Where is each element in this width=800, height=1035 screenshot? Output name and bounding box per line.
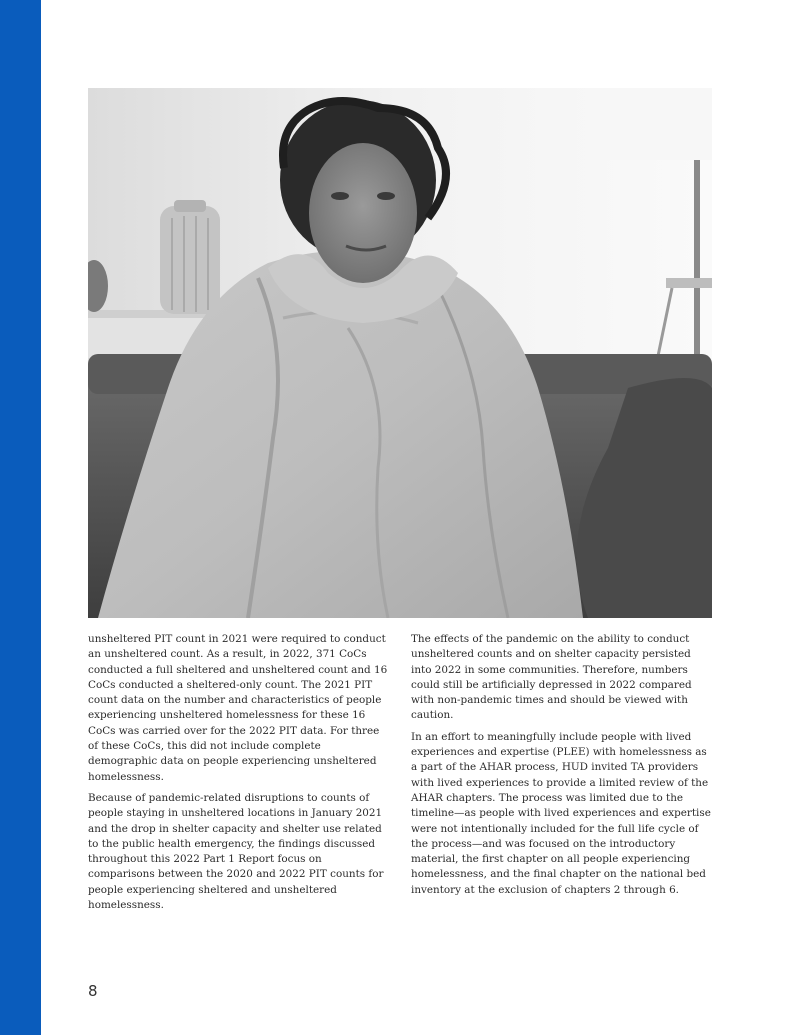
photo-person-in-blanket bbox=[88, 88, 712, 618]
left-text-column bbox=[88, 632, 388, 919]
right-paragraph-1: The effects of the pandemic on the ability to conduct unsheltered counts and on shelter capacity persisted into 2022 in some communities. Therefore, numbers could still be artificially depressed in 2022 compared with non-pandemic times and should be viewed with caution. bbox=[411, 633, 692, 722]
left-paragraph-1: unsheltered PIT count in 2021 were required to conduct an unsheltered count. As a result, in 2022, 371 CoCs conducted a full sheltered and unsheltered count and 16 CoCs conducted a sheltered-only count. The 2021 PIT count data on the number and characteristics of people experiencing unsheltered homelessness for these 16 CoCs was carried over for the 2022 PIT data. For three of these CoCs, this did not include complete demographic data on people experiencing unsheltered homelessness. bbox=[88, 633, 388, 783]
right-text-column bbox=[411, 632, 711, 904]
page-number: 8 bbox=[88, 982, 98, 1000]
side-accent-bar bbox=[0, 0, 41, 1035]
left-paragraph-2: Because of pandemic-related disruptions to counts of people staying in unsheltered locations in January 2021 and the drop in shelter capacity and shelter use related to the public health emergency, the findings discussed throughout this 2022 Part 1 Report focus on comparisons between the 2020 and 2022 PIT counts for people experiencing sheltered and unsheltered homelessness. bbox=[88, 791, 384, 912]
right-paragraph-2: In an effort to meaningfully include people with lived experiences and expertise (PLEE) with homelessness as a part of the AHAR process, HUD invited TA providers with lived experiences to provide a limited review of the AHAR chapters. The process was limited due to the timeline—as people with lived experiences and expertise were not intentionally included for the full life cycle of the process—and was focused on the introductory material, the first chapter on all people experiencing homelessness, and the final chapter on the national bed inventory at the exclusion of chapters 2 through 6. bbox=[411, 730, 711, 896]
